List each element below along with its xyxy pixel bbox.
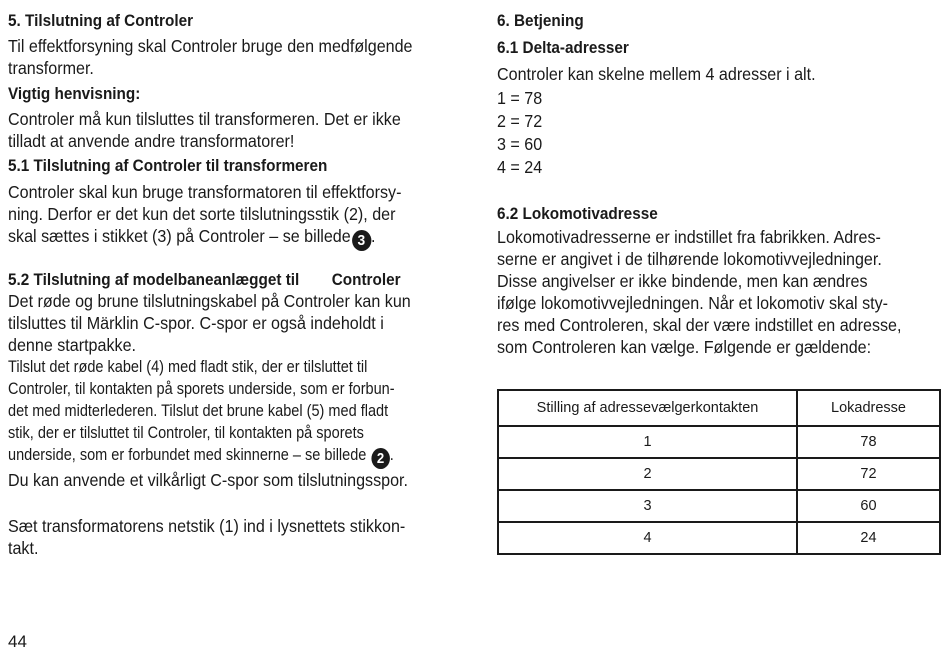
s52-line: Du kan anvende et vilkårligt C-spor som tilslutningsspor. xyxy=(8,470,409,490)
note-line: tilladt at anvende andre transformatorer! xyxy=(8,131,295,151)
s5-line: transformer. xyxy=(8,58,94,78)
s62-line: serne er angivet i de tilhørende lokomotivvejledninger. xyxy=(497,249,882,269)
s52-line: underside, som er forbundet med skinnerne – se billede 2 . xyxy=(8,446,394,467)
s51-line: ning. Derfor er det kun det sorte tilslutningsstik (2), der xyxy=(8,204,396,224)
table-header: Stilling af adressevælgerkontakten xyxy=(498,390,797,426)
right-column xyxy=(497,10,942,358)
table-cell: 3 xyxy=(498,490,797,522)
s51-line: Controler skal kun bruge transformatoren til effektforsy- xyxy=(8,182,402,202)
s52-line: stik, der er tilsluttet til Controler, til kontakten på sporets xyxy=(8,424,364,442)
s51-line: skal sættes i stikket (3) på Controler – se billede 3 . xyxy=(8,226,376,249)
table-row xyxy=(498,458,940,490)
s62-line: ifølge lokomotivvejledningen. Når et lokomotiv skal sty- xyxy=(497,293,889,313)
figure-ref-2: 2 xyxy=(371,448,389,469)
s52-line: Det røde og brune tilslutningskabel på Controler kan kun xyxy=(8,291,411,311)
section-6-title: 6. Betjening xyxy=(497,11,584,30)
section-5-1-title: 5.1 Tilslutning af Controler til transformeren xyxy=(8,156,328,175)
table-cell: 4 xyxy=(498,522,797,554)
address-line: 4 = 24 xyxy=(497,157,543,177)
note-line: Controler må kun tilsluttes til transformeren. Det er ikke xyxy=(8,109,401,129)
section-5-2-title xyxy=(8,269,413,290)
s52-title-a: 5.2 Tilslutning af modelbaneanlægget til xyxy=(8,270,300,289)
s52-line: tilsluttes til Märklin C-spor. C-spor er også indeholdt i xyxy=(8,313,384,333)
s52-line: denne startpakke. xyxy=(8,335,136,355)
table-header: Lokadresse xyxy=(797,390,940,426)
section-6-1-title: 6.1 Delta-adresser xyxy=(497,38,629,57)
s62-line: Disse angivelser er ikke bindende, men kan ændres xyxy=(497,271,868,291)
table-cell: 1 xyxy=(498,426,797,458)
s52-last-text: underside, som er forbundet med skinnerne – se billede xyxy=(8,446,367,464)
page-number: 44 xyxy=(8,632,27,651)
table-header-row xyxy=(498,390,940,426)
address-table xyxy=(497,389,941,555)
note-title: Vigtig henvisning: xyxy=(8,84,141,103)
table-cell: 72 xyxy=(797,458,940,490)
section-6-2-title: 6.2 Lokomotivadresse xyxy=(497,204,658,223)
table-cell: 24 xyxy=(797,522,940,554)
address-line: 2 = 72 xyxy=(497,111,543,131)
table-cell: 78 xyxy=(797,426,940,458)
table-cell: 60 xyxy=(797,490,940,522)
s5-line: Til effektforsyning skal Controler bruge den medfølgende xyxy=(8,36,413,56)
figure-ref-3: 3 xyxy=(352,230,371,251)
s52-line: Tilslut det røde kabel (4) med fladt stik, der er tilsluttet til xyxy=(8,358,368,376)
s62-line: som Controleren kan vælge. Følgende er gældende: xyxy=(497,337,872,357)
s62-line: res med Controleren, skal der være indstillet en adresse, xyxy=(497,315,902,335)
s61-text: Controler kan skelne mellem 4 adresser i alt. xyxy=(497,64,816,84)
table-row xyxy=(498,426,940,458)
s52-line: Sæt transformatorens netstik (1) ind i lysnettets stikkon- xyxy=(8,516,406,536)
s52-title-b: Controler xyxy=(331,270,401,289)
address-line: 1 = 78 xyxy=(497,88,543,108)
s52-line: takt. xyxy=(8,538,39,558)
section-5-title: 5. Tilslutning af Controler xyxy=(8,11,194,30)
s52-line: det med midterlederen. Tilslut det brune kabel (5) med fladt xyxy=(8,402,389,420)
table-row xyxy=(498,522,940,554)
left-column xyxy=(8,10,458,559)
address-line: 3 = 60 xyxy=(497,134,543,154)
table-cell: 2 xyxy=(498,458,797,490)
s62-line: Lokomotivadresserne er indstillet fra fabrikken. Adres- xyxy=(497,227,881,247)
s52-line: Controler, til kontakten på sporets underside, som er forbun- xyxy=(8,380,395,398)
s51-last-text: skal sættes i stikket (3) på Controler – se billede xyxy=(8,226,351,246)
table-row xyxy=(498,490,940,522)
